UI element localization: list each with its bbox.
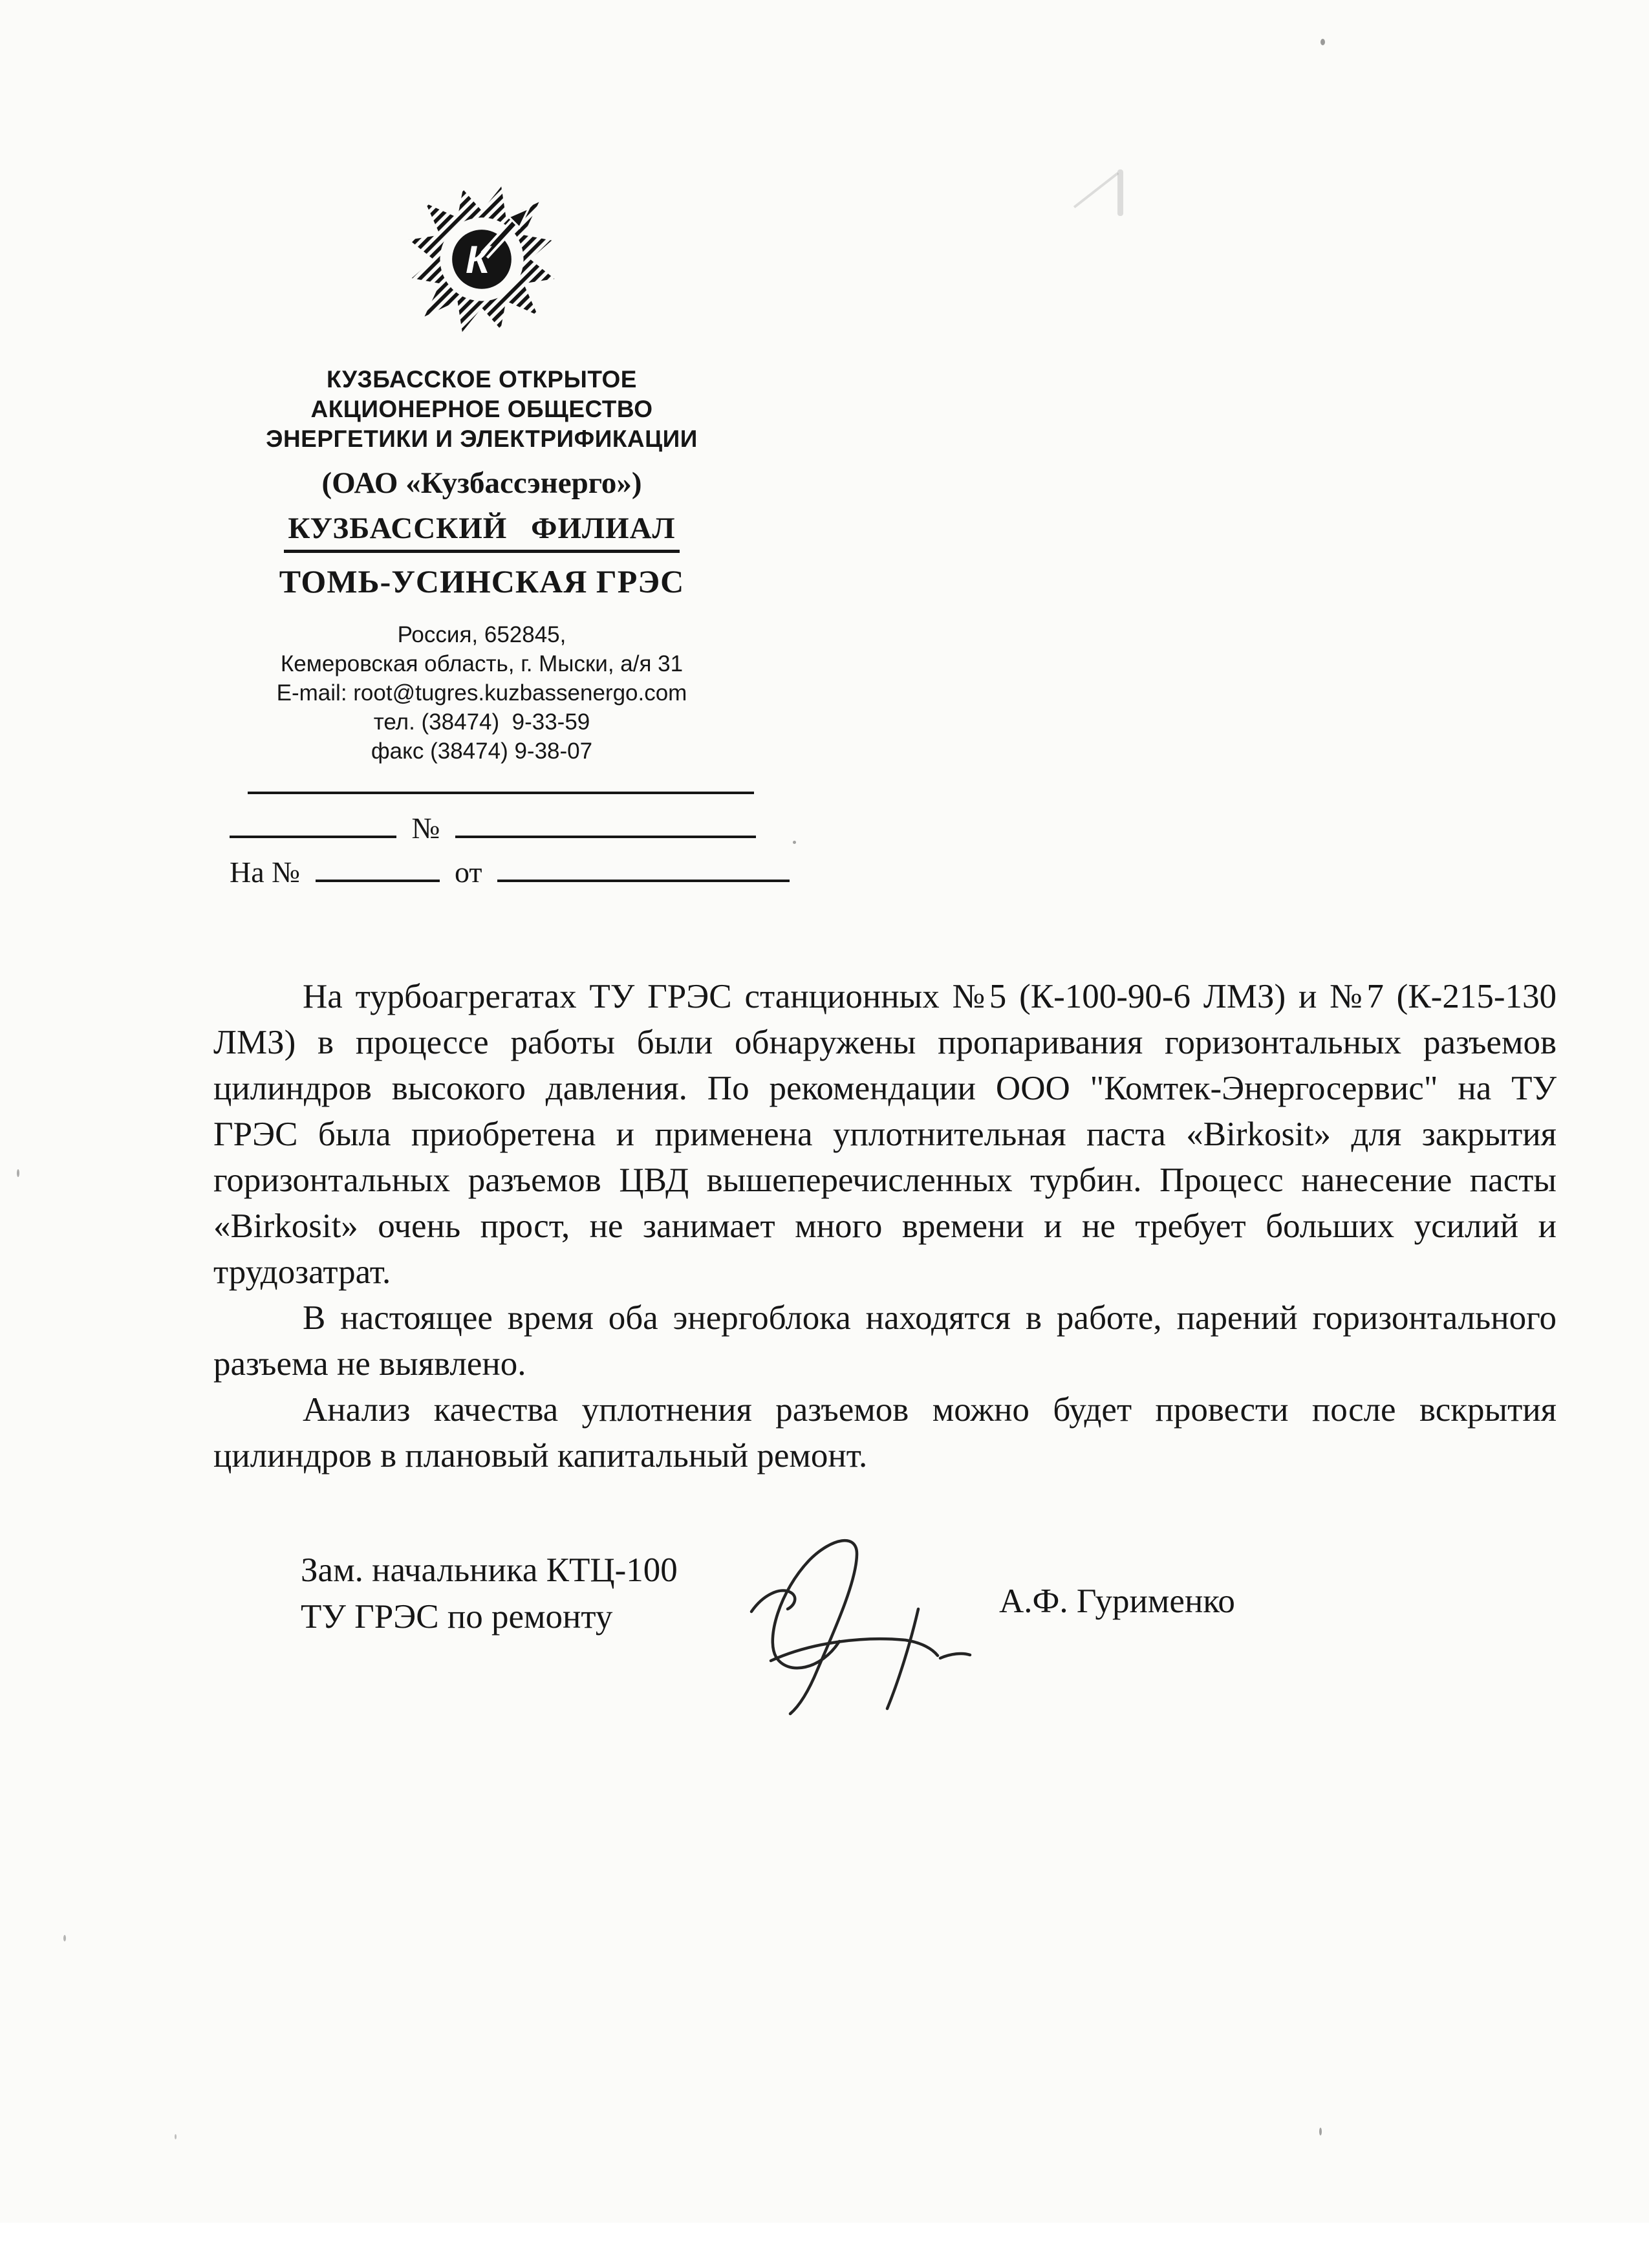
signer-position-line-1: Зам. начальника КТЦ-100: [301, 1551, 678, 1589]
signature-stroke: [940, 1654, 970, 1658]
address-fax-line: факс (38474) 9-38-07: [371, 739, 593, 764]
letterhead: [207, 180, 757, 766]
signature-stroke: [773, 1540, 857, 1714]
reply-to-number-label: На №: [230, 856, 301, 889]
branch-name-text: КУЗБАССКИЙ ФИЛИАЛ: [284, 510, 679, 553]
kuzbassenergo-logo-icon: [394, 180, 570, 341]
scan-speck: [793, 841, 796, 844]
org-name-line-3: ЭНЕРГЕТИКИ И ЭЛЕКТРИФИКАЦИИ: [266, 426, 698, 452]
body-paragraph-3: Анализ качества уплотнения разъемов можно будет провести после вскрытия цилиндров в плановый капитальный ремонт.: [213, 1391, 1557, 1474]
org-name: [207, 365, 757, 454]
scan-speck: [1319, 2128, 1322, 2135]
body-paragraph-2: В настоящее время оба энергоблока находятся в работе, парений горизонтального разъема не выявлено.: [213, 1299, 1557, 1383]
address-country-line: Россия, 652845,: [397, 622, 566, 647]
address-region-line: Кемеровская область, г. Мыски, а/я 31: [280, 651, 684, 676]
body-paragraph-1: На турбоагрегатах ТУ ГРЭС станционных №5 (К-100-90-6 ЛМЗ) и №7 (К-215-130 ЛМЗ) в процессе работы были обнаружены пропаривания горизонтальных разъемов цилиндров высокого давления. По рекомендации ООО "Комтек-Энергосервис" на ТУ ГРЭС была приобретена и применена уплотнительная паста «Birkosit» для закрытия горизонтальных разъемов ЦВД вышеперечисленных турбин. Процесс нанесение пасты «Birkosit» очень прост, не занимает много времени и не требует больших усилий и трудозатрат.: [213, 978, 1557, 1291]
number-sign-label: №: [411, 812, 440, 845]
address-block: [207, 620, 757, 766]
handwritten-signature: [742, 1507, 982, 1720]
scan-speck: [63, 1935, 66, 1941]
reference-reply-row: [230, 852, 790, 889]
scan-speck: [175, 2134, 177, 2139]
org-name-line-1: КУЗБАССКОЕ ОТКРЫТОЕ: [327, 366, 637, 393]
address-email-line: E-mail: root@tugres.kuzbassenergo.com: [276, 680, 687, 706]
reference-number-row: [230, 808, 756, 845]
signer-position: [301, 1547, 678, 1640]
branch-name: [207, 510, 757, 553]
reply-number-blank: [316, 852, 440, 882]
scan-bottom-edge: [0, 2223, 1649, 2268]
scan-smudge: [1117, 169, 1123, 216]
signer-position-line-2: ТУ ГРЭС по ремонту: [301, 1598, 613, 1636]
scan-speck: [17, 1169, 19, 1177]
reply-from-label: от: [455, 856, 482, 889]
signature-stroke: [751, 1591, 795, 1612]
org-short-name: (ОАО «Кузбассэнерго»): [321, 466, 642, 500]
logo-letter: К: [466, 237, 490, 281]
scan-smudge: [1073, 172, 1119, 208]
org-name-line-2: АКЦИОНЕРНОЕ ОБЩЕСТВО: [310, 396, 653, 422]
outgoing-number-blank: [230, 808, 396, 838]
station-name: ТОМЬ-УСИНСКАЯ ГРЭС: [279, 563, 685, 599]
letterhead-divider-line: [248, 792, 754, 794]
signature-stroke: [771, 1639, 938, 1661]
signature-stroke: [887, 1609, 918, 1709]
scan-speck: [1320, 39, 1325, 45]
signer-name: А.Ф. Гурименко: [999, 1582, 1235, 1620]
reply-date-blank: [497, 852, 790, 882]
outgoing-date-blank: [455, 808, 756, 838]
address-phone-line: тел. (38474) 9-33-59: [373, 709, 590, 735]
letter-body: [213, 974, 1557, 1479]
